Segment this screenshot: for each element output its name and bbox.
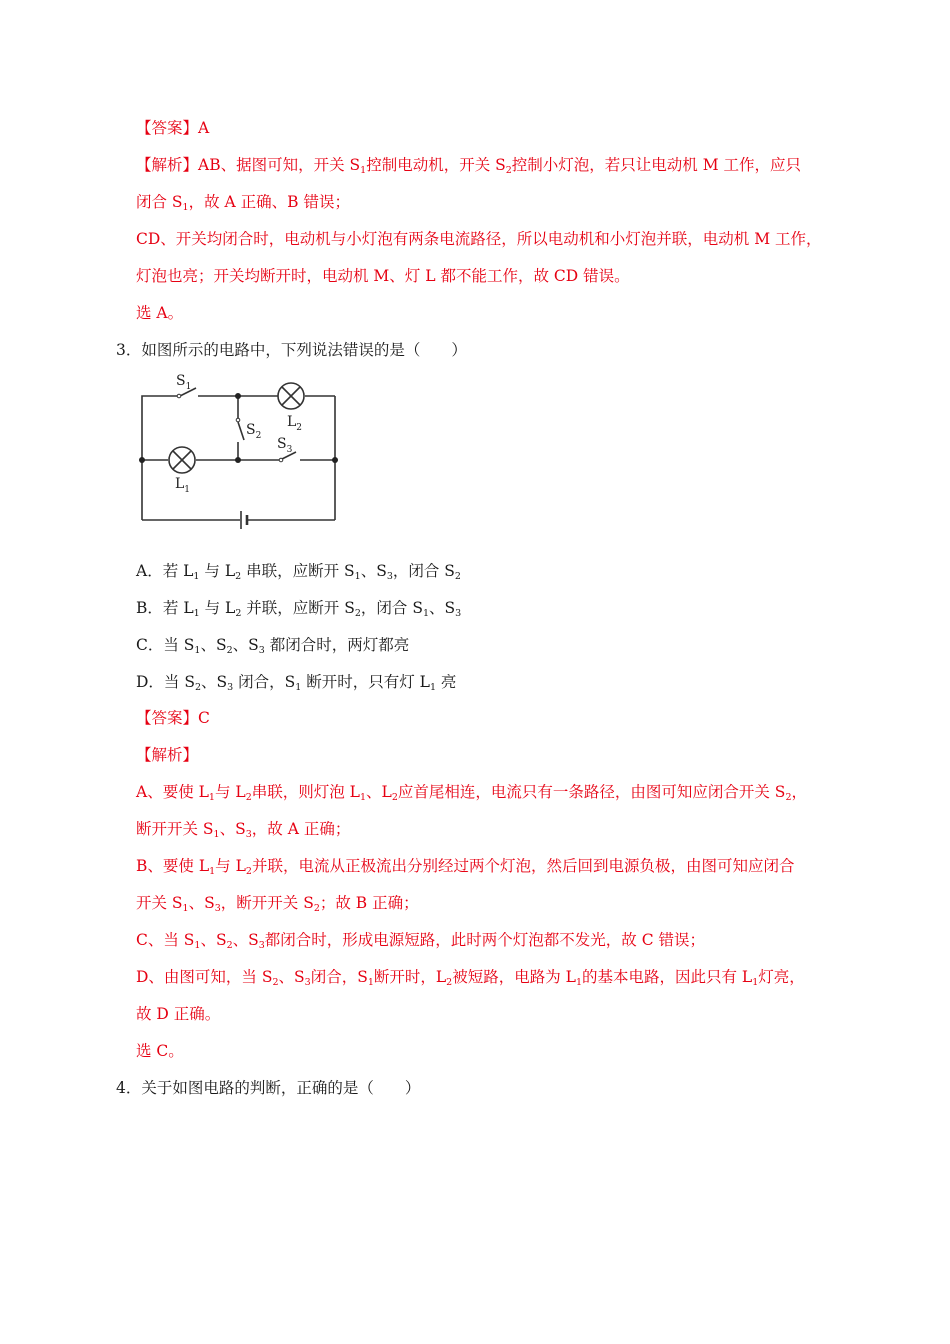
subscript: 2 xyxy=(446,977,453,988)
subscript: 2 xyxy=(235,571,242,582)
q3-analysis-b-line-2 xyxy=(136,893,419,913)
text-segment: C、当 S xyxy=(136,931,195,949)
text-segment: 亮 xyxy=(436,673,457,691)
text-segment: 、S xyxy=(188,894,215,912)
text-segment: ， xyxy=(791,783,807,801)
subscript: 2 xyxy=(505,165,512,176)
q4-stem: 4．关于如图电路的判断，正确的是（ ） xyxy=(116,1079,421,1097)
q3-option-a xyxy=(136,561,461,581)
q2-analysis-line-2 xyxy=(136,192,350,212)
text-segment: 被短路，电路为 L xyxy=(452,968,576,986)
q3-select: 选 C。 xyxy=(136,1042,184,1060)
text-segment: ，闭合 S xyxy=(360,599,423,617)
subscript: 1 xyxy=(575,977,582,988)
subscript: 1 xyxy=(752,977,759,988)
label-subscript: 1 xyxy=(184,485,191,495)
subscript: 1 xyxy=(213,829,220,840)
subscript: 2 xyxy=(785,792,792,803)
junction-dot xyxy=(139,457,145,463)
subscript: 1 xyxy=(208,792,215,803)
q3-analysis-b-line-1 xyxy=(136,856,794,876)
text-segment: 闭合，S xyxy=(233,673,296,691)
subscript: 3 xyxy=(386,571,393,582)
subscript: 1 xyxy=(182,903,189,914)
q3-answer xyxy=(136,708,210,728)
q3-option-b xyxy=(136,598,461,618)
text-segment: A．若 L xyxy=(136,562,194,580)
subscript: 3 xyxy=(258,645,265,656)
text-segment: D、由图可知，当 S xyxy=(136,968,273,986)
switch-s3-contact xyxy=(279,458,283,462)
subscript: 1 xyxy=(193,608,200,619)
text-segment: 、S xyxy=(278,968,305,986)
label-subscript: 3 xyxy=(286,445,293,455)
text-segment: 、S xyxy=(232,931,259,949)
subscript: 2 xyxy=(313,903,320,914)
text-segment: 控制小灯泡，若只让电动机 M 工作，应只 xyxy=(511,156,802,174)
subscript: 1 xyxy=(182,202,189,213)
text-segment: 、S xyxy=(219,820,246,838)
text-segment: 、S xyxy=(200,636,227,654)
text-segment: C．当 S xyxy=(136,636,195,654)
text-segment: 灯亮， xyxy=(758,968,805,986)
subscript: 1 xyxy=(422,608,429,619)
text-segment: B．若 L xyxy=(136,599,194,617)
text-segment: 断开开关 S xyxy=(136,820,214,838)
text-segment: 都闭合时，形成电源短路，此时两个灯泡都不发光，故 C 错误； xyxy=(264,931,706,949)
q3-analysis-a-line-1 xyxy=(136,782,807,802)
text-segment: 并联，电流从正极流出分别经过两个灯泡，然后回到电源负极，由图可知应闭合 xyxy=(251,857,795,875)
q3-analysis-c-line-1 xyxy=(136,930,705,950)
label-letter: S xyxy=(176,373,186,389)
answer-label: 【答案】 xyxy=(136,119,199,137)
text-segment: 并联，应断开 S xyxy=(241,599,355,617)
text-segment: 、S xyxy=(200,931,227,949)
text-segment: 与 L xyxy=(199,562,236,580)
switch-s1-contact xyxy=(177,394,181,398)
q3-stem: 3．如图所示的电路中，下列说法错误的是（ ） xyxy=(116,341,467,359)
text-segment: 闭合，S xyxy=(310,968,368,986)
subscript: 3 xyxy=(227,682,234,693)
answer-value: C xyxy=(198,709,210,727)
text-segment: D．当 S xyxy=(136,673,195,691)
text-segment: 与 L xyxy=(215,857,246,875)
subscript: 1 xyxy=(194,940,201,951)
subscript: 2 xyxy=(454,571,461,582)
q3-analysis-d-line-2: 故 D 正确。 xyxy=(136,1005,221,1023)
text-segment: B、要使 L xyxy=(136,857,210,875)
label-s2 xyxy=(246,422,261,441)
subscript: 3 xyxy=(455,608,462,619)
subscript: 2 xyxy=(272,977,279,988)
subscript: 2 xyxy=(245,866,252,877)
circuit-diagram xyxy=(130,368,350,538)
subscript: 1 xyxy=(429,682,436,693)
text-segment: 、S xyxy=(232,636,259,654)
label-s3 xyxy=(277,436,293,455)
q3-analysis-label: 【解析】 xyxy=(136,746,199,764)
label-letter: S xyxy=(246,422,256,438)
text-segment: 、S xyxy=(429,599,456,617)
text-segment: 都闭合时，两灯都亮 xyxy=(264,636,410,654)
text-segment: ，闭合 S xyxy=(392,562,455,580)
text-segment: ，故 A 正确； xyxy=(251,820,351,838)
answer-label: 【答案】 xyxy=(136,709,199,727)
q3-option-d xyxy=(136,672,456,692)
label-letter: S xyxy=(277,436,287,452)
subscript: 1 xyxy=(194,645,201,656)
label-l2 xyxy=(287,414,302,433)
switch-s2-contact xyxy=(236,418,240,422)
text-segment: AB、据图可知，开关 S xyxy=(198,156,361,174)
text-segment: ；故 B 正确； xyxy=(319,894,419,912)
label-subscript: 2 xyxy=(296,423,303,433)
subscript: 2 xyxy=(226,940,233,951)
text-segment: 控制电动机，开关 S xyxy=(366,156,506,174)
wire-left-top xyxy=(142,396,177,520)
switch-s2-blade xyxy=(238,422,244,440)
q2-select: 选 A。 xyxy=(136,304,184,322)
q2-answer xyxy=(136,118,209,138)
subscript: 1 xyxy=(193,571,200,582)
subscript: 1 xyxy=(367,977,374,988)
q3-option-c xyxy=(136,635,409,655)
q3-analysis-a-line-2 xyxy=(136,819,350,839)
subscript: 2 xyxy=(194,682,202,693)
subscript: 3 xyxy=(304,977,311,988)
text-segment: ，断开开关 S xyxy=(220,894,314,912)
text-segment: 的基本电路，因此只有 L xyxy=(582,968,753,986)
text-segment: ，故 A 正确、B 错误； xyxy=(188,193,350,211)
text-segment: 断开时，只有灯 L xyxy=(301,673,430,691)
text-segment: 串联，应断开 S xyxy=(241,562,355,580)
text-segment: 、L xyxy=(366,783,392,801)
subscript: 1 xyxy=(295,682,302,693)
junction-dot xyxy=(235,457,241,463)
subscript: 2 xyxy=(354,608,361,619)
label-s1 xyxy=(176,373,191,392)
subscript: 2 xyxy=(391,792,398,803)
label-subscript: 1 xyxy=(185,382,192,392)
text-segment: 断开时，L xyxy=(373,968,447,986)
text-segment: 与 L xyxy=(214,783,246,801)
subscript: 3 xyxy=(214,903,221,914)
subscript: 1 xyxy=(354,571,361,582)
subscript: 1 xyxy=(360,165,367,176)
text-segment: 闭合 S xyxy=(136,193,183,211)
text-segment: A、要使 L xyxy=(136,783,209,801)
q2-analysis-line-4: 灯泡也亮；开关均断开时，电动机 M、灯 L 都不能工作，故 CD 错误。 xyxy=(136,267,630,285)
junction-dot xyxy=(332,457,338,463)
text-segment: 开关 S xyxy=(136,894,183,912)
label-letter: L xyxy=(175,476,185,492)
text-segment: 应首尾相连，电流只有一条路径，由图可知应闭合开关 S xyxy=(397,783,786,801)
text-segment: 与 L xyxy=(199,599,236,617)
subscript: 1 xyxy=(359,792,367,803)
answer-value: A xyxy=(198,119,210,137)
q2-analysis-line-3: CD、开关均闭合时，电动机与小灯泡有两条电流路径，所以电动机和小灯泡并联，电动机 M 工作， xyxy=(136,230,822,248)
label-letter: L xyxy=(287,414,297,430)
analysis-label: 【解析】 xyxy=(136,156,199,174)
subscript: 2 xyxy=(245,792,252,803)
subscript: 1 xyxy=(209,866,216,877)
junction-dot xyxy=(235,393,241,399)
q2-analysis-line-1 xyxy=(136,155,801,175)
label-subscript: 2 xyxy=(255,431,262,441)
label-l1 xyxy=(175,476,190,495)
text-segment: 、S xyxy=(360,562,387,580)
subscript: 2 xyxy=(235,608,242,619)
text-segment: 、S xyxy=(201,673,228,691)
text-segment: 串联，则灯泡 L xyxy=(251,783,360,801)
q3-analysis-d-line-1 xyxy=(136,967,805,987)
subscript: 2 xyxy=(226,645,233,656)
subscript: 3 xyxy=(258,940,265,951)
subscript: 3 xyxy=(245,829,252,840)
